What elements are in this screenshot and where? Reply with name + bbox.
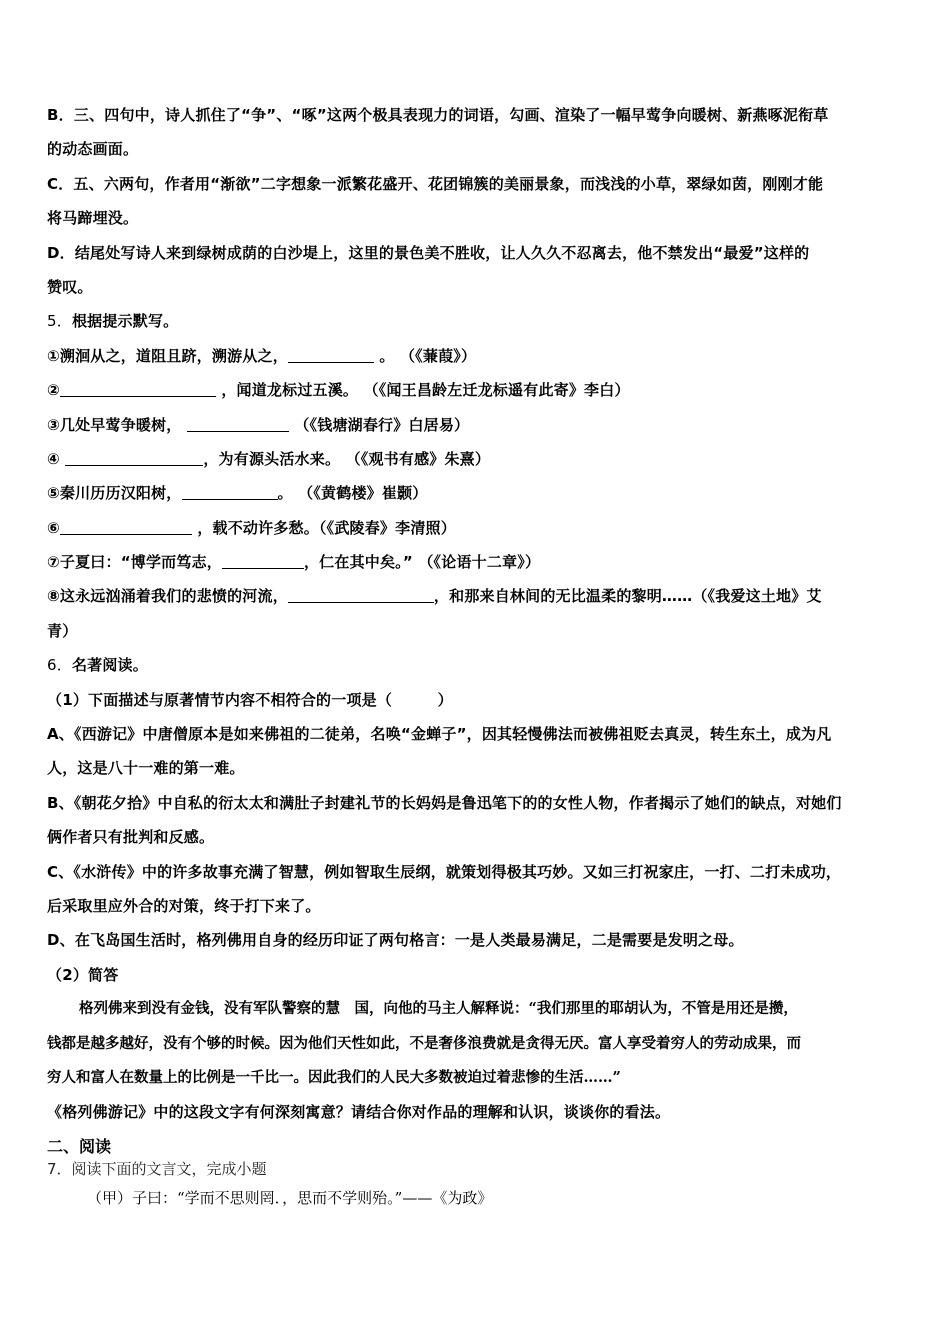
- item-text: 子夏曰：“博学而笃志，: [59, 553, 222, 572]
- question-title: 阅读下面的文言文，完成小题: [71, 1159, 267, 1178]
- text-line: C、《水浒传》中的许多故事充满了智慧，例如智取生辰纲，就策划得极其巧妙。又如三打祝家庄，一打、二打未成功，: [47, 862, 842, 881]
- choice-d[interactable]: [47, 923, 909, 957]
- section-heading: 二、阅读: [47, 1136, 112, 1156]
- choice-c[interactable]: [47, 855, 909, 924]
- question-heading: [47, 304, 909, 338]
- text-line: A、《西游记》中唐僧原本是如来佛祖的二徒弟，名唤“金蝉子”，因其轻慢佛法而被佛祖贬去真灵，转生东土，成为凡: [47, 725, 832, 744]
- text-line: B、《朝花夕拾》中自私的衍太太和满肚子封建礼节的长妈妈是鲁迅笔下的的女性人物，作者揭示了她们的缺点，对她们: [47, 793, 842, 812]
- passage-line: 穷人和富人在数量上的比例是一千比一。因此我们的人民大多数被迫过着悲惨的生活……”: [47, 1068, 621, 1086]
- text-line: 赞叹。: [47, 277, 93, 296]
- blank-field[interactable]: [222, 554, 304, 569]
- question-7: [47, 1158, 909, 1216]
- option-text: 结尾处写诗人来到绿树成荫的白沙堤上，这里的景色美不胜收，让人久久不忍离去，他不禁发出“最爱”这样的: [74, 243, 810, 262]
- item-source: ，闻道龙标过五溪。 （《闻王昌龄左迁龙标遥有此寄》李白）: [215, 381, 630, 400]
- option-text: 五、六两句，作者用“渐欲”二字想象一派繁花盛开、花团锦簇的美丽景象，而浅浅的小草，翠绿如茵，刚刚才能: [73, 174, 824, 193]
- blank-field[interactable]: [182, 485, 278, 500]
- item-source: 。 （《蒹葭》）: [373, 346, 477, 365]
- question-number: 7．: [47, 1159, 72, 1178]
- question-title: 名著阅读。: [71, 656, 148, 675]
- item-marker: ⑤: [47, 484, 60, 503]
- fill-item-8: [47, 579, 909, 613]
- question-5: [47, 304, 909, 648]
- classical-excerpt: （甲）子曰：“学而不思则罔．，思而不学则殆。”——《为政》: [87, 1188, 493, 1207]
- item-marker: ③: [47, 415, 60, 434]
- question-heading: [47, 1158, 909, 1180]
- choice-b[interactable]: [47, 786, 909, 855]
- blank-field[interactable]: [288, 348, 374, 363]
- text-line: [47, 98, 909, 132]
- text-line: D、在飞岛国生活时，格列佛用自身的经历印证了两句格言：一是人类最易满足，二是需要是发明之母。: [47, 931, 744, 950]
- item-marker: ①: [47, 346, 60, 365]
- question-title: 根据提示默写。: [71, 312, 179, 331]
- blank-field[interactable]: [60, 382, 216, 397]
- q4-option-b: [47, 98, 909, 167]
- fill-item-1: [47, 339, 909, 373]
- blank-field[interactable]: [60, 520, 192, 535]
- item-marker: ⑦: [47, 553, 60, 572]
- passage-line: 格列佛来到没有金钱，没有军队警察的慧 国，向他的马主人解释说：“我们那里的耶胡认为，不管是用还是攒，: [79, 1000, 798, 1018]
- passage-line: 钱都是越多越好，没有个够的时候。因为他们天性如此，不是奢侈浪费就是贪得无厌。富人享受着穷人的劳动成果，而: [47, 1034, 801, 1052]
- fill-item-7: [47, 545, 909, 579]
- q4-option-d: [47, 236, 909, 305]
- item-source: ，仁在其中矣。” （《论语十二章》）: [303, 553, 541, 572]
- item-text: 秦川历历汉阳树，: [59, 484, 182, 503]
- item-marker: ④: [47, 449, 60, 468]
- text-line: 将马蹄埋没。: [47, 209, 139, 228]
- option-label: C．: [47, 174, 74, 193]
- fill-item-2: [47, 373, 909, 407]
- question-number: 6．: [47, 656, 72, 675]
- blank-field[interactable]: [187, 417, 289, 432]
- item-marker: ②: [47, 381, 60, 400]
- document-page: [47, 98, 909, 1216]
- text-line: 的动态画面。: [47, 140, 139, 159]
- item-text: 几处早莺争暖树，: [59, 415, 187, 434]
- question-number: 5．: [47, 312, 72, 331]
- item-source: ，为有源头活水来。 （《观书有感》朱熹）: [203, 449, 491, 468]
- item-source: （《钱塘湖春行》白居易）: [288, 415, 470, 434]
- option-text: 三、四句中，诗人抓住了“争”、“啄”这两个极具表现力的词语，勾画、渲染了一幅早莺争向暖树、新燕啄泥衔草: [73, 106, 829, 124]
- item-source: ，载不动许多愁。（《武陵春》李清照）: [191, 518, 456, 537]
- sub-question-2-prompt: （2）简答: [47, 965, 119, 984]
- item-marker: ⑧: [47, 587, 60, 606]
- item-source: 。 （《黄鹤楼》崔颢）: [277, 484, 428, 503]
- item-source: ，和那来自林间的无比温柔的黎明……（《我爱这土地》艾: [433, 587, 822, 606]
- text-line: 后采取里应外合的对策，终于打下来了。: [47, 896, 321, 915]
- option-label: B．: [47, 106, 74, 124]
- question-heading: [47, 648, 909, 682]
- text-line: [47, 236, 909, 270]
- q4-option-c: [47, 167, 909, 236]
- item-text: 这永远汹涌着我们的悲愤的河流，: [59, 587, 288, 606]
- text-line: 人，这是八十一难的第一难。: [47, 759, 245, 778]
- blank-field[interactable]: [288, 588, 434, 603]
- excerpt-passage: [47, 992, 909, 1095]
- sub-question-2-text: 《格列佛游记》中的这段文字有何深刻寓意？请结合你对作品的理解和认识，谈谈你的看法。: [47, 1103, 671, 1122]
- option-label: D．: [47, 243, 75, 262]
- fill-item-4: [47, 442, 909, 476]
- text-line: 俩作者只有批判和反感。: [47, 828, 215, 847]
- text-line: [47, 167, 909, 201]
- item-marker: ⑥: [47, 518, 60, 537]
- sub-question-1-prompt: （1）下面描述与原著情节内容不相符合的一项是（ ）: [47, 690, 453, 709]
- choice-a[interactable]: [47, 717, 909, 786]
- item-text: 溯洄从之，道阻且跻，溯游从之，: [59, 346, 288, 365]
- fill-item-3: [47, 408, 909, 442]
- text-line: 青）: [47, 621, 78, 640]
- blank-field[interactable]: [65, 451, 203, 466]
- fill-item-5: [47, 476, 909, 510]
- question-6: [47, 648, 909, 1130]
- fill-item-6: [47, 511, 909, 545]
